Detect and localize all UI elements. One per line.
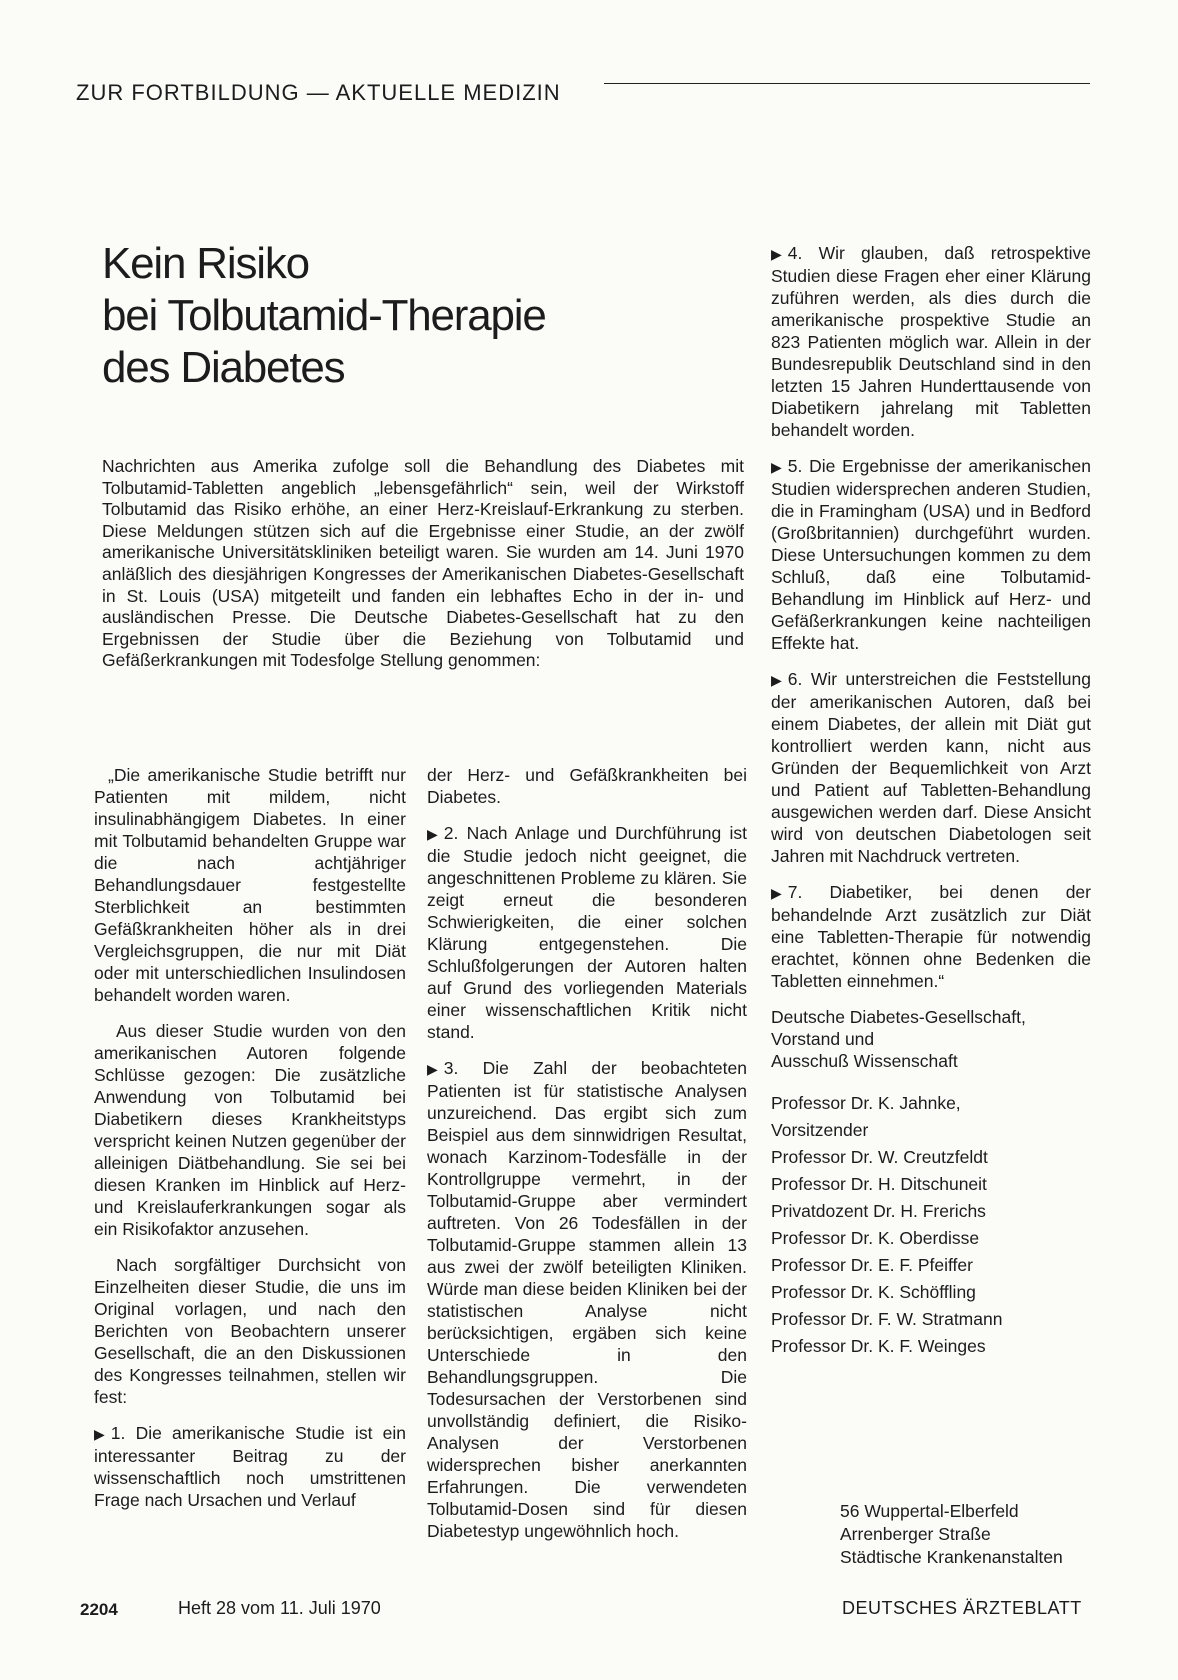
triangle-right-icon: ▶ [771,246,782,262]
signatory: Professor Dr. F. W. Stratmann [771,1309,1003,1329]
address-line: Arrenberger Straße [840,1524,991,1544]
signatory: Professor Dr. W. Creutzfeldt [771,1147,988,1167]
paragraph: Nach sorgfältiger Durchsicht von Einzelheiten dieser Studie, die uns im Original vorlagen, und nach den Berichten von Beobachtern unserer Gesellschaft, die an den Diskussionen des Kongresses teilnahmen, stellen wir fest: [94,1255,406,1407]
title-line: Kein Risiko [102,239,309,288]
signatory: Professor Dr. K. Jahnke, [771,1093,961,1113]
signatory-role: Vorsitzender [771,1120,869,1140]
article-title [102,238,662,394]
point-text: 1. Die amerikanische Studie ist ein interessanter Beitrag zu der wissenschaftlich noch umstrittenen Frage nach Ursachen und Verlauf [94,1423,406,1510]
signatory: Professor Dr. K. F. Weinges [771,1336,986,1356]
triangle-right-icon: ▶ [427,1061,438,1077]
numbered-point [427,822,747,1043]
numbered-point [771,668,1091,867]
paragraph: „Die amerikanische Studie betrifft nur Patienten mit mildem, nicht insulinabhängigem Diabetes. In einer mit Tolbutamid behandelten Gruppe war die nach achtjähriger Behandlungsdauer festgestellte Sterblichkeit an bestimmten Gefäßkrankheiten höher als in drei Vergleichsgruppen, die nur mit Diät oder mit unterschiedlichen Insulindosen behandelt worden waren. [94,765,406,1005]
body-column-middle [427,764,747,1556]
triangle-right-icon: ▶ [771,459,782,475]
point-text: 7. Diabetiker, bei denen der behandelnde Arzt zusätzlich zur Diät eine Tabletten-Therapie für notwendig erachtet, können ohne Bedenken die Tabletten einnehmen.“ [771,882,1091,991]
signatory: Professor Dr. K. Schöffling [771,1282,976,1302]
triangle-right-icon: ▶ [427,826,438,842]
signatory: Professor Dr. E. F. Pfeiffer [771,1255,973,1275]
point-text: 4. Wir glauben, daß retrospektive Studien diese Fragen eher einer Klärung zuführen werden, als dies durch die amerikanische prospektive Studie an 823 Patienten möglich war. Allein in der Bundesrepublik Deutschland sind in den letzten 15 Jahren Hunderttausende von Diabetikern jahrelang mit Tabletten behandelt worden. [771,243,1091,440]
paragraph: der Herz- und Gefäßkrankheiten bei Diabetes. [427,765,747,807]
section-header: ZUR FORTBILDUNG — AKTUELLE MEDIZIN [76,80,561,105]
triangle-right-icon: ▶ [771,672,782,688]
header-rule [604,83,1090,84]
title-line: des Diabetes [102,343,345,392]
journal-name: DEUTSCHES ÄRZTEBLATT [842,1598,1082,1618]
numbered-point [771,881,1091,992]
numbered-point [771,455,1091,654]
paragraph: Aus dieser Studie wurden von den amerikanischen Autoren folgende Schlüsse gezogen: Die zusätzliche Anwendung von Tolbutamid bei Diabetikern dieses Krankheitstyps verspricht keinen Nutzen gegenüber der alleinigen Diätbehandlung. Sie sei bei diesen Kranken im Hinblick auf Herz- und Kreislauferkrankungen sogar als ein Risikofaktor anzusehen. [94,1021,406,1239]
numbered-point [771,242,1091,441]
address-block [840,1500,1100,1569]
triangle-right-icon: ▶ [771,885,782,901]
signatory: Professor Dr. K. Oberdisse [771,1228,980,1248]
org-line: Ausschuß Wissenschaft [771,1051,958,1071]
signatory: Privatdozent Dr. H. Frerichs [771,1201,986,1221]
issue-info: Heft 28 vom 11. Juli 1970 [178,1598,381,1618]
address-line: Städtische Krankenanstalten [840,1547,1063,1567]
signatory-list [771,1090,1091,1360]
body-column-left [94,764,406,1525]
org-line: Vorstand und [771,1029,875,1049]
org-line: Deutsche Diabetes-Gesellschaft, [771,1007,1026,1027]
body-column-right [771,242,1091,1360]
address-line: 56 Wuppertal-Elberfeld [840,1501,1019,1521]
point-text: 2. Nach Anlage und Durchführung ist die Studie jedoch nicht geeignet, die angeschnittenen Probleme zu klären. Sie zeigt erneut die besonderen Schwierigkeiten, die einer solchen Klärung entgegenstehen. Die Schlußfolgerungen der Autoren halten auf Grund des vorliegenden Materials einer wissenschaftlichen Kritik nicht stand. [427,823,747,1042]
numbered-point [94,1422,406,1511]
signatory: Professor Dr. H. Ditschuneit [771,1174,987,1194]
point-text: 5. Die Ergebnisse der amerikanischen Studien widersprechen anderen Studien, die in Framingham (USA) und in Bedford (Großbritannien) durchgeführt wurden. Diese Untersuchungen kommen zu dem Schluß, daß eine Tolbutamid-Behandlung im Hinblick auf Herz- und Gefäßerkrankungen keine nachteiligen Effekte hat. [771,456,1091,653]
page-number: 2204 [80,1600,118,1619]
lead-paragraph: Nachrichten aus Amerika zufolge soll die Behandlung des Diabetes mit Tolbutamid-Tabletten angeblich „lebensgefährlich“ sein, weil der Wirkstoff Tolbutamid das Risiko erhöhe, an einer Herz-Kreislauf-Erkrankung zu sterben. Diese Meldungen stützen sich auf die Ergebnisse einer Studie, an der zwölf amerikanische Universitätskliniken beteiligt waren. Sie wurden am 14. Juni 1970 anläßlich des diesjährigen Kongresses der Amerikanischen Diabetes-Gesellschaft in St. Louis (USA) mitgeteilt und fanden ein lebhaftes Echo in der in- und ausländischen Presse. Die Deutsche Diabetes-Gesellschaft hat zu den Ergebnissen der Studie über die Beziehung von Tolbutamid und Gefäßerkrankungen mit Todesfolge Stellung genommen: [102,456,744,671]
numbered-point [427,1057,747,1542]
title-line: bei Tolbutamid-Therapie [102,291,546,340]
point-text: 3. Die Zahl der beobachteten Patienten ist für statistische Analysen unzureichend. Das ergibt sich zum Beispiel aus dem sinnwidrigen Resultat, wonach Karzinom-Todesfälle in der Kontrollgruppe vermehrt, in der Tolbutamid-Gruppe aber vermindert auftreten. Von 26 Todesfällen in der Tolbutamid-Gruppe stammen allein 13 aus zwei der zwölf beteiligten Kliniken. Würde man diese beiden Kliniken bei der statistischen Analyse nicht berücksichtigen, ergäben sich keine Unterschiede in den Behandlungsgruppen. Die Todesursachen der Verstorbenen sind unvollständig definiert, die Risiko-Analysen der Verstorbenen widersprechen bisher anerkannten Erfahrungen. Die verwendeten Tolbutamid-Dosen sind für diesen Diabetestyp ungewöhnlich hoch. [427,1058,747,1541]
signature-organization [771,1006,1091,1072]
triangle-right-icon: ▶ [94,1426,105,1442]
point-text: 6. Wir unterstreichen die Feststellung der amerikanischen Autoren, daß bei einem Diabetes, der allein mit Diät gut kontrolliert werden kann, nicht aus Gründen der Bequemlichkeit von Arzt und Patient auf Tabletten-Behandlung ausgewichen werden darf. Diese Ansicht wird von deutschen Diabetologen seit Jahren mit Nachdruck vertreten. [771,669,1091,866]
